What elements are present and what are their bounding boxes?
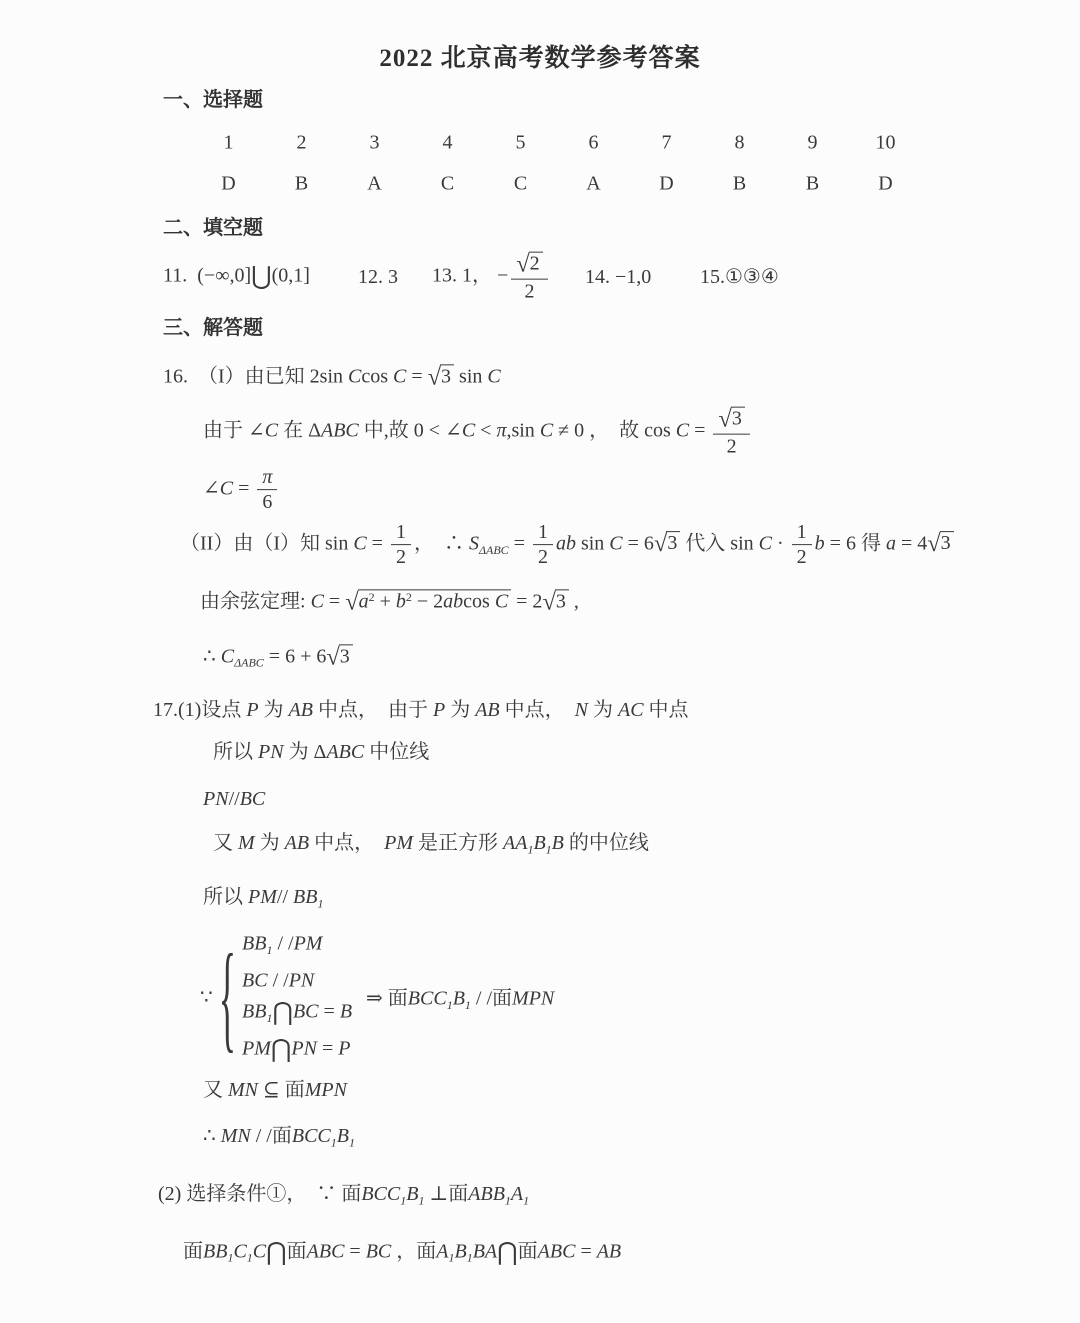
mvar: BA [472,1240,498,1263]
mtext: = [323,590,346,613]
mfrac [713,406,749,459]
mtext: · [772,532,789,555]
mvar: a [885,532,896,555]
mvar: ab [443,590,464,613]
choice-answer-cell: C [440,172,455,195]
mtext: 中点， 由于 [312,699,433,721]
mvar: PM [384,832,413,855]
mnum [533,521,553,545]
mvar: P [246,699,259,721]
mvar: BB [203,1240,228,1263]
mtext: = 6 + 6 [263,645,327,668]
mtext: = 4 [895,532,928,555]
mtext: = 2 [511,590,543,613]
msqrt [345,588,511,616]
mvar: PN [203,788,229,810]
mvar: ab [555,532,576,555]
mtext: = [316,1037,339,1060]
mvar: C [393,365,407,388]
mtext: = [344,1240,366,1263]
q16-line-3 [203,466,280,514]
mvar: C [539,419,554,442]
mvar: π [262,466,273,489]
mtext: ≠ 0 ， 故 cos [553,419,676,442]
mtext: 11. (−∞,0] [163,264,252,287]
mvar: a [358,590,369,613]
mrad: √ [927,530,940,558]
mtext: 14. −1,0 [585,266,652,288]
msqrt [927,530,953,558]
mvar: BC [292,1000,319,1023]
mtext: ⇒ 面 [366,987,408,1010]
mvar: PN [288,969,315,992]
mtext: 代入 sin [680,532,759,555]
mvar: ABC [320,419,359,442]
mfrac [391,521,411,569]
choice-answer-cell: A [586,172,601,195]
mtext: 2 [537,546,548,569]
mtext: 中,故 0 < ∠ [358,419,462,442]
mvar: AB [596,1240,622,1263]
mtext: 由余弦定理: [200,590,311,613]
mtext: ∠ [203,477,220,500]
mvar: B [533,832,546,855]
mnum [257,466,277,490]
fill-answer-13 [432,251,551,304]
mtext: − 2 [411,590,444,613]
mtext: // [276,886,294,909]
mtext: 面 [517,1240,538,1263]
mrad: √ [542,588,555,616]
fill-answer-11 [163,262,310,292]
mtext: 3 [555,590,566,613]
mvar: M [238,832,255,855]
msub: 1 [527,842,534,857]
q16-line-1 [163,362,501,391]
choice-answer-cell: B [294,172,309,195]
q16-line-6 [203,642,353,671]
mtext: = [366,532,388,555]
mtext: / /面 [250,1125,292,1148]
fill-answer-15 [700,265,779,289]
q17-line-4 [213,831,649,857]
mtext: = [318,1000,340,1023]
mbar [731,407,745,430]
mrad: √ [427,363,441,391]
mvar: B [551,832,564,855]
mden [713,435,749,458]
section-heading-fill: 二、填空题 [163,217,263,239]
mtext: sin [454,365,488,388]
msqrt [516,250,542,278]
mvar: PN [258,741,284,763]
msqrt [542,588,568,616]
mden [391,546,411,569]
mvar: P [432,699,446,721]
mtext: 由于 ∠ [203,419,265,442]
system-rows [242,929,352,1066]
mtext: 所以 [203,886,248,909]
mtext: 为 [258,699,289,721]
mvar: N [574,699,588,721]
mtext: ⊆ 面 [258,1079,305,1101]
mvar: B [454,1240,467,1263]
mrad: √ [718,405,731,433]
mvar: AB [284,832,310,855]
mvar: BC [242,969,268,992]
mvar: A [510,1183,524,1206]
mbar [529,252,543,275]
mvar: π [496,419,507,442]
mvar: C [675,419,690,442]
mvar: BCC [361,1183,401,1206]
mvar: C [252,1240,267,1263]
mvar: C [494,590,509,613]
choice-number-row [192,132,922,155]
choice-number-cell: 2 [296,131,307,154]
mtext: 2 [395,546,406,569]
mden [533,546,553,569]
mbar [339,644,353,667]
q17-line-8 [203,1124,355,1150]
mtext: 又 [213,832,238,855]
mtext: 1 [796,521,807,544]
mvar: PM [248,886,277,909]
section-heading-choice: 一、选择题 [163,89,263,111]
mtext: 1 [537,521,548,544]
msub: 1 [246,1250,253,1265]
system-brace: { [218,930,237,1064]
mtext: 中点， [309,832,385,855]
mvar: C [219,477,234,500]
mtext: 为 [587,699,618,721]
mtext: 12. 3 [358,266,398,288]
mbig: ⋃ [251,263,272,290]
mrad: √ [345,588,358,616]
mvar: C [487,365,501,388]
mtext: ⊥面 [424,1183,469,1206]
q17-line-10 [183,1238,621,1268]
mtext: // [228,788,240,810]
q17-line-2 [213,740,429,764]
system-conclusion [366,981,554,1012]
mtext: ∴ [203,1125,221,1148]
system-row-2 [242,966,352,997]
msub: 1 [317,896,324,911]
mvar: C [348,365,362,388]
mvar: C [220,645,235,668]
mvar: C [233,1240,247,1263]
mtext: 2 [796,546,807,569]
mtext: 3 [339,645,350,668]
mvar: AC [617,699,644,721]
mtext: 13. 1， − [432,264,509,287]
mvar: ABB [468,1183,505,1206]
choice-number-cell: 8 [734,131,745,154]
mtext: < [475,419,497,442]
mden [511,280,547,303]
page-title: 2022 北京高考数学参考答案 [379,45,701,72]
mfrac [257,466,277,514]
mtext: 3 [441,365,452,388]
mtext: ,sin [506,419,540,442]
msub: 1 [523,1193,530,1208]
mvar: b [814,532,825,555]
choice-answer-cell: D [878,172,893,195]
mvar: MPN [304,1079,347,1101]
mtext: 3 [940,532,951,555]
mvar: BC [365,1240,392,1263]
mtext: 所以 [213,741,258,763]
mtext: 2 [524,280,535,303]
mtext: / / [267,969,289,992]
system-row-4 [242,1034,352,1066]
q16-line-4 [180,521,954,569]
mtext: 2 [529,252,540,275]
mtext: ∴ [203,645,221,668]
mtext: 16. （I）由已知 2sin [163,365,348,388]
msqrt [718,405,744,433]
msub: 1 [466,1250,473,1265]
mtext: ，面 [391,1240,437,1263]
mbig: ⋂ [497,1239,518,1266]
mvar: AB [288,699,313,721]
mtext: 面 [286,1240,307,1263]
mbig: ⋂ [272,999,293,1027]
mrad: √ [326,643,339,671]
mvar: BCC [407,987,447,1010]
section-heading-solution: 三、解答题 [163,317,263,339]
mtext: = [508,532,530,555]
mtext: (0,1] [271,264,310,287]
mvar: BC [239,788,266,810]
mtext: = [689,419,711,442]
mtext: 3 [731,407,742,430]
mvar: AB [475,699,500,721]
fill-answer-12 [358,265,398,289]
mtext: 为 [445,699,476,721]
fill-answer-14 [585,265,651,289]
msup: 2 [368,589,375,604]
mtext: 1 [395,521,406,544]
mvar: B [339,1000,353,1023]
q17-line-3 [203,787,265,811]
choice-number-cell: 5 [515,131,526,154]
choice-number-cell: 6 [588,131,599,154]
mvar: BB [242,1000,267,1023]
msqrt [427,363,454,391]
choice-answer-cell: D [221,172,236,195]
q16-line-2 [203,406,753,459]
msub: 1 [446,997,453,1012]
mfrac [792,521,812,569]
mtext: 中点， [499,699,575,721]
msqrt [326,643,352,671]
mnum [391,521,411,545]
mvar: MN [220,1125,251,1148]
mvar: MPN [512,987,555,1010]
mtext: / /面 [470,987,513,1010]
msub: 1 [330,1135,337,1150]
msub: 1 [266,942,273,957]
mvar: B [336,1125,349,1148]
msub: 1 [448,1250,455,1265]
choice-answer-cell: C [513,172,528,195]
mvar: C [609,532,623,555]
mtext: , [568,590,579,613]
msup: 2 [405,589,412,604]
choice-number-cell: 4 [442,131,453,154]
mtext: sin [575,532,610,555]
mtext: 中点 [643,699,689,721]
system-row-3 [242,997,352,1034]
mnum [511,251,547,280]
choice-answer-row [192,173,922,196]
mvar: b [395,590,406,613]
mbar [440,364,454,387]
mvar: C [353,532,367,555]
choice-number-cell: 1 [223,131,234,154]
mtext: + [374,590,396,613]
mvar: BB [242,932,267,955]
mtext: （II）由（I）知 sin [180,532,354,555]
mtext: 为 Δ [283,741,327,763]
msub: 1 [348,1135,355,1150]
mtext: / / [272,932,294,955]
mnum [713,406,749,435]
system-row-1 [242,929,352,966]
mfrac [511,251,547,304]
mtext: 为 [254,832,285,855]
choice-number-cell: 7 [661,131,672,154]
mvar: AA [503,832,528,855]
msub: 1 [418,1193,425,1208]
mbig: ⋂ [266,1239,287,1266]
because-symbol: ∵ [200,986,213,1009]
mvar: B [406,1183,419,1206]
msub: 1 [400,1193,407,1208]
mtext: ， ∴ [413,532,469,555]
mbar [940,532,954,555]
mtext: = [575,1240,597,1263]
mvar: S [468,532,479,555]
msub: 1 [227,1250,234,1265]
msub: 1 [266,1010,273,1025]
mden [792,546,812,569]
mbar [555,589,569,612]
mnum [792,521,812,545]
choice-answer-cell: A [367,172,382,195]
mvar: C [461,419,476,442]
mtext: = 6 得 [824,532,886,555]
choice-number-cell: 10 [875,131,896,154]
mtext: = [406,365,428,388]
mfrac [533,521,553,569]
mvar: P [338,1037,351,1060]
choice-number-cell: 3 [369,131,380,154]
mtext: 是正方形 [413,832,503,855]
mvar: C [310,590,324,613]
choice-answer-cell: D [659,172,674,195]
mvar: ABC [326,741,365,763]
mtext: 在 Δ [278,419,321,442]
mvar: BB [293,886,318,909]
mvar: PN [291,1037,317,1060]
mvar: ABC [306,1240,345,1263]
msub: ΔABC [478,542,509,557]
q16-line-5 [200,587,579,616]
mvar: ABC [537,1240,576,1263]
mvar: BCC [291,1125,331,1148]
mtext: cos [463,590,495,613]
mvar: C [264,419,279,442]
choice-answer-cell: B [732,172,747,195]
q17-line-5 [203,885,323,911]
mvar: PM [293,932,323,955]
mtext: 的中位线 [563,832,649,855]
mtext: (2) 选择条件①， ∵ 面 [158,1183,362,1206]
mvar: C [758,532,772,555]
mtext: 中位线 [364,741,430,763]
msub: ΔABC [234,655,264,670]
mvar: MN [228,1079,258,1101]
choice-number-cell: 9 [807,131,818,154]
msub: 1 [504,1193,511,1208]
mrad: √ [516,250,529,278]
mtext: 6 [262,491,273,514]
q17-line-9 [158,1182,529,1208]
mrad: √ [653,530,667,558]
mtext: 15.①③④ [700,266,779,288]
mtext: = [233,477,255,500]
mden [257,491,277,514]
mtext: cos [361,365,394,388]
mtext: 2 [726,435,737,458]
mvar: A [436,1240,449,1263]
msub: 1 [545,842,552,857]
mbig: ⋂ [270,1036,292,1064]
mtext: 3 [667,532,678,555]
q17-condition-system [200,929,554,1066]
mtext: 17.(1)设点 [153,699,247,721]
mtext: 面 [183,1240,203,1263]
mvar: B [452,987,465,1010]
q17-line-7 [203,1078,347,1102]
msqrt [653,530,680,558]
mtext: 又 [203,1079,228,1101]
mvar: PM [242,1037,271,1060]
mbar [358,589,512,612]
mbar [666,532,680,555]
q17-line-1 [153,698,689,722]
msub: 1 [464,997,471,1012]
choice-answer-cell: B [805,172,820,195]
mtext: = 6 [622,532,654,555]
